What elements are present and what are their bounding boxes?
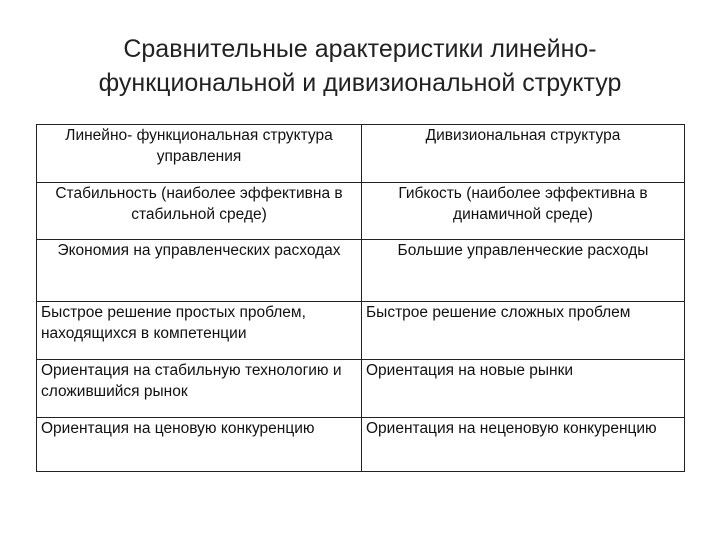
cell-text: Ориентация на ценовую конкуренцию — [41, 420, 315, 437]
slide-title-line-1: Сравнительные арактеристики линейно- — [123, 35, 597, 63]
table-cell-left — [37, 302, 362, 360]
cell-text: Экономия на управленческих расходах — [57, 242, 341, 259]
table-cell-left — [37, 360, 362, 418]
table-cell-right — [362, 302, 685, 360]
table-cell-right — [362, 183, 685, 240]
table-header-row — [37, 125, 685, 183]
header-label-linear-functional: Линейно- функциональная структура управления — [65, 127, 333, 165]
cell-text: Быстрое решение простых проблем, находящихся в компетенции — [41, 304, 306, 342]
slide-title — [40, 32, 680, 100]
table-row — [37, 360, 685, 418]
cell-text: Ориентация на стабильную технологию и сложившийся рынок — [41, 362, 342, 400]
cell-text: Ориентация на новые рынки — [366, 362, 574, 379]
table-row — [37, 302, 685, 360]
table-cell-right — [362, 240, 685, 302]
slide-title-line-2: функциональной и дивизиональной структур — [98, 69, 622, 97]
cell-text: Ориентация на неценовую конкуренцию — [366, 420, 657, 437]
cell-text: Большие управленческие расходы — [397, 242, 649, 259]
cell-text: Стабильность (наиболее эффективна в стабильной среде) — [55, 185, 343, 223]
table-cell-left — [37, 418, 362, 472]
cell-text: Гибкость (наиболее эффективна в динамичной среде) — [398, 185, 648, 223]
cell-text: Быстрое решение сложных проблем — [366, 304, 631, 321]
comparison-table — [36, 124, 685, 472]
table-row — [37, 418, 685, 472]
table-row — [37, 240, 685, 302]
table-cell-right — [362, 360, 685, 418]
table-cell-left — [37, 240, 362, 302]
table-cell-left — [37, 183, 362, 240]
header-cell-linear-functional — [37, 125, 362, 183]
header-cell-divisional — [362, 125, 685, 183]
header-label-divisional: Дивизиональная структура — [425, 127, 621, 144]
table-cell-right — [362, 418, 685, 472]
table-row — [37, 183, 685, 240]
